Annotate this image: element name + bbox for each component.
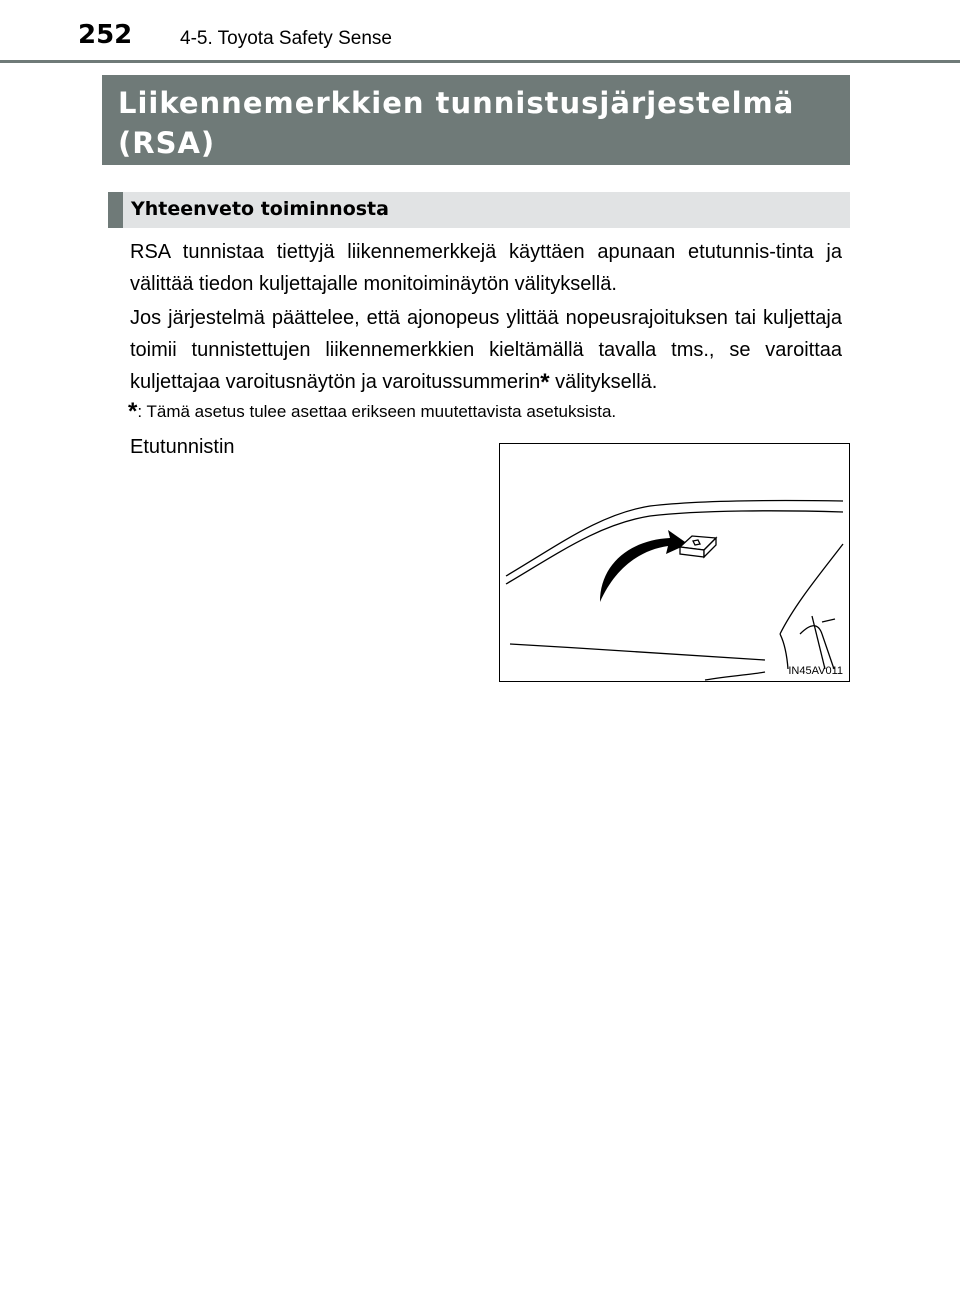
- section-title-banner: [102, 75, 850, 165]
- section-reference: 4-5. Toyota Safety Sense: [180, 28, 392, 49]
- header-divider: [0, 60, 960, 63]
- asterisk-marker: *: [540, 369, 550, 396]
- windshield-sensor-illustration: [499, 443, 850, 682]
- page-number: 252: [78, 20, 133, 50]
- footnote-asterisk: *: [128, 398, 138, 425]
- section-title-line2: (RSA): [118, 126, 216, 160]
- footnote-text: : Tämä asetus tulee asettaa erikseen muutettavista asetuksista.: [137, 402, 617, 421]
- front-sensor-icon: [680, 536, 716, 557]
- figure-callout-label: Etutunnistin: [130, 436, 235, 458]
- paragraph-overview: RSA tunnistaa tiettyjä liikennemerkkejä käyttäen apunaan etutunnis-tinta ja välittää tiedon kuljettajalle monitoiminäytön välityksellä.: [130, 241, 842, 295]
- paragraph-warning-text: Jos järjestelmä päättelee, että ajonopeus ylittää nopeusrajoituksen tai kuljettaja toimii tunnistettujen liikennemerkkien kieltämällä tavalla tms., se varoittaa kuljettajaa varoitusnäytön ja varoitussummerin: [130, 307, 842, 393]
- subsection-title: Yhteenveto toiminnosta: [131, 198, 389, 220]
- paragraph-warning-end: välityksellä.: [549, 371, 658, 393]
- section-title-line1: Liikennemerkkien tunnistusjärjestelmä: [118, 86, 795, 120]
- subsection-header: [108, 192, 850, 228]
- pointer-arrow-icon: [600, 530, 688, 602]
- footnote: [128, 398, 616, 426]
- figure-code: IN45AV011: [788, 665, 843, 677]
- windshield-drawing: [500, 444, 851, 683]
- paragraph-warning: [130, 302, 842, 399]
